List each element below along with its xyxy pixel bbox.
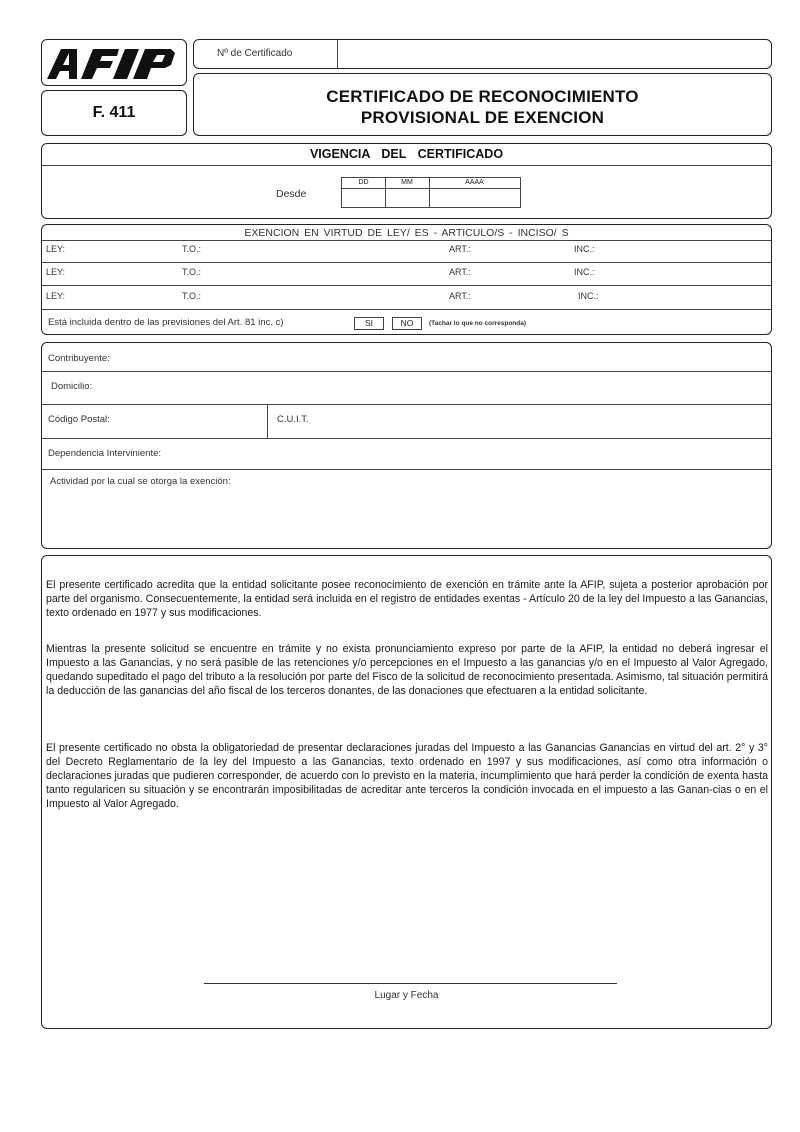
year-field[interactable] (430, 190, 519, 207)
divider (42, 469, 771, 470)
si-option[interactable]: SI (354, 317, 384, 330)
inc-label: INC.: (574, 267, 595, 277)
divider (337, 40, 338, 68)
contribuyente-label: Contribuyente: (48, 353, 110, 364)
title-line-2: PROVISIONAL DE EXENCION (360, 108, 605, 127)
tachar-note: (Tachar lo que no corresponda) (429, 320, 527, 327)
divider (42, 309, 771, 310)
declaration-section (41, 555, 772, 1029)
ley-label: LEY: (46, 267, 66, 277)
to-label: T.O.: (182, 267, 202, 277)
divider (42, 240, 771, 241)
divider (42, 262, 771, 263)
paragraph-3: El presente certificado no obsta la obligatoriedad de presentar declaraciones juradas del Impuesto a las Ganancias Ganancias en virtud del art. 2° y 3° del Decreto Reglamentario de la ley del Impuesto a las Ganancias, texto ordenado en 1997 y sus modificaciones, así como otra información o declaraciones juradas que pudieren corresponder, de acuerdo con lo previsto en la materia, incumplimiento que hará perder la condición de exenta hasta tanto regularicen su situación y se encontrarán imposibilitadas de acreditar ante terceros la condición invocada en el impuesto a las Ganan-cias o en el Impuesto al Valor Agregado. (46, 742, 768, 810)
contribuyente-section (41, 342, 772, 549)
vigencia-title: VIGENCIA DEL CERTIFICADO (309, 147, 504, 161)
actividad-label: Actividad por la cual se otorga la exención: (50, 476, 231, 487)
desde-date-grid (341, 177, 521, 208)
afip-logo (47, 49, 183, 79)
divider (42, 404, 771, 405)
divider (42, 371, 771, 372)
logo-box (41, 39, 187, 86)
paragraph-1: El presente certificado acredita que la entidad solicitante posee reconocimiento de exención en trámite ante la AFIP, sujeta a posterior aprobación por parte del organismo. Consecuentemente, la entidad será incluida en el registro de entidades exentas - Artículo 20 de la ley del Impuesto a las Ganancias, texto ordenado en 1977 y sus modificaciones. (46, 579, 768, 619)
cuit-label: C.U.I.T. (277, 414, 309, 425)
desde-label: Desde (276, 188, 307, 200)
divider (267, 404, 268, 438)
form-number: F. 411 (92, 104, 136, 121)
art-label: ART.: (449, 244, 471, 254)
form-number-box (41, 90, 187, 136)
no-option[interactable]: NO (392, 317, 422, 330)
ley-label: LEY: (46, 291, 66, 301)
divider (42, 165, 771, 166)
certificate-number-box (193, 39, 772, 69)
title-line-1: CERTIFICADO DE RECONOCIMIENTO (326, 87, 639, 106)
signature-line[interactable] (204, 983, 617, 984)
inc-label: INC.: (574, 244, 595, 254)
paragraph-2: Mientras la presente solicitud se encuentre en trámite y no exista pronunciamiento expreso por parte de la AFIP, la entidad no deberá ingresar el Impuesto a las Ganancias, y no será pasible de las retenciones y/o percepciones en el Impuesto a las ganancias y/o en el Impuesto al Valor Agregado, quedando supeditado el pago del tributo a la resolución por parte del Fisco de la solicitud de reconocimiento presentada. Asimismo, tal situación permitirá la deducción de las ganancias del año fiscal de los terceros donantes, de las donaciones que efectuaren a la entidad solicitante. (46, 643, 768, 697)
day-field[interactable] (343, 190, 384, 207)
to-label: T.O.: (182, 291, 202, 301)
document-title (194, 86, 771, 128)
mm-label: MM (385, 178, 429, 189)
certificate-number-label: Nº de Certificado (217, 48, 293, 59)
divider (42, 438, 771, 439)
art-label: ART.: (449, 267, 471, 277)
aaaa-label: AAAA (429, 178, 520, 189)
certificate-number-field[interactable] (339, 42, 767, 66)
exencion-section (41, 224, 772, 335)
ley-label: LEY: (46, 244, 66, 254)
to-label: T.O.: (182, 244, 202, 254)
dependencia-label: Dependencia Interviniente: (48, 448, 162, 459)
inc-label: INC.: (578, 291, 599, 301)
exencion-title: EXENCION EN VIRTUD DE LEY/ ES - ARTICULO/S - INCISO/ S (244, 227, 569, 239)
divider (42, 285, 771, 286)
codigo-postal-label: Código Postal: (48, 414, 110, 425)
art-label: ART.: (449, 291, 471, 301)
dd-label: DD (342, 178, 385, 189)
title-box (193, 73, 772, 136)
art81-label: Está incluida dentro de las previsiones del Art. 81 inc. c) (48, 317, 284, 328)
domicilio-label: Domicilio: (51, 381, 93, 392)
lugar-fecha-label: Lugar y Fecha (374, 990, 439, 1001)
vigencia-section (41, 143, 772, 219)
month-field[interactable] (386, 190, 428, 207)
